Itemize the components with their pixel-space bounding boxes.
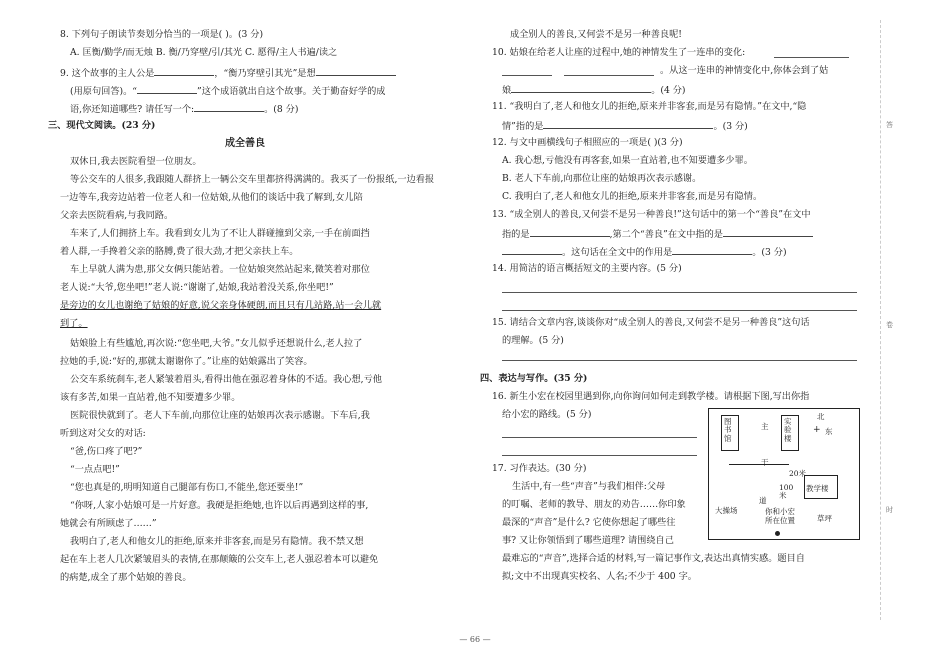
trunk-label: 干 <box>761 458 769 467</box>
top-line: 成全别人的善良,又何尝不是另一种善良呢! <box>510 29 682 40</box>
q9-blank2[interactable] <box>316 67 396 76</box>
q11-line1: 11. “我明白了,老人和他女儿的拒绝,原来并非客套,而是另有隐情。”在文中,“隐 <box>492 101 807 112</box>
story-p4a: 车上早就人满为患,那父女俩只能站着。一位姑娘突然站起来,微笑着对那位 <box>70 264 370 275</box>
q10-line3: 娘 <box>502 85 512 96</box>
q11-line2b: 。(3 分) <box>713 121 748 132</box>
story-p1: 双休日,我去医院看望一位朋友。 <box>70 156 202 167</box>
q9-blank4[interactable] <box>194 103 264 112</box>
q9-part1: 9. 这个故事的主人公是 <box>60 68 155 79</box>
q15-line2: 的理解。(5 分) <box>502 335 564 346</box>
q10-blank4[interactable] <box>511 84 651 93</box>
story-p10: “您也真是的,明明知道自己腿部有伤口,不能坐,您还要坐!” <box>70 482 304 493</box>
story-p12c: 的病楚,成全了那个姑娘的善良。 <box>60 572 192 583</box>
q13-line2a: 指的是 <box>502 229 530 240</box>
q17-heading: 17. 习作表达。(30 分) <box>492 463 587 474</box>
q9-part4: ”这个成语就出自这个故事。关于勤奋好学的成 <box>197 86 386 97</box>
story-p12b: 起在车上老人几次紧皱眉头的表情,在那颠簸的公交车上,老人强忍着本可以避免 <box>60 554 379 565</box>
q9-blank1[interactable] <box>154 67 214 76</box>
library-label: 图书馆 <box>724 417 732 443</box>
story-p2c: 父亲去医院看病,与我同路。 <box>60 210 174 221</box>
story-p3b: 着人群,一手搀着父亲的胳膊,费了很大劲,才把父亲扶上车。 <box>60 246 299 257</box>
q17-p5: 最难忘的“声音”,选择合适的材料,写一篇记事作文,表达出真情实感。题目自 <box>502 553 805 564</box>
playground-label: 大操场 <box>715 506 738 515</box>
story-p4b: 老人说:“大爷,您坐吧!”老人说:“谢谢了,姑娘,我站着没关系,你坐吧!” <box>60 282 334 293</box>
story-p8: “爸,伤口疼了吧?” <box>70 446 143 457</box>
q10-line3b: 。(4 分) <box>651 85 686 96</box>
you-label: 你和小宏所在位置 <box>765 507 795 525</box>
q17-p3: 最深的“声音”是什么? 它使你想起了哪些往 <box>502 517 676 528</box>
side-mark-3: 时 <box>886 506 893 514</box>
q14-answer-line1[interactable] <box>502 292 857 293</box>
story-p7b: 听到这对父女的对话: <box>60 428 146 439</box>
q11-line2a: 情”指的是 <box>502 121 544 132</box>
q10-blank1[interactable] <box>774 57 849 58</box>
q11-blank[interactable] <box>543 120 713 129</box>
q16-answer-line1[interactable] <box>502 437 697 438</box>
story-p5a: 姑娘脸上有些尴尬,再次说:“您坐吧,大爷。”女儿似乎还想说什么,老人拉了 <box>70 338 363 349</box>
q9-part5: 语,你还知道哪些? 请任写一个: <box>70 104 195 115</box>
q10-blank2[interactable] <box>502 75 552 76</box>
section-3-heading: 三、现代文阅读。(23 分) <box>48 120 156 131</box>
road-label: 道 <box>759 496 767 505</box>
lab-label: 实验楼 <box>784 417 792 443</box>
road-line1 <box>729 464 789 465</box>
q16-line1: 16. 新生小宏在校园里遇到你,向你询问如何走到教学楼。请根据下图,写出你指 <box>492 391 810 402</box>
q16-answer-line2[interactable] <box>502 455 697 456</box>
story-p2a: 等公交车的人很多,我跟随人群挤上一辆公交车里都挤得满满的。我买了一份报纸,一边看报 <box>70 174 435 185</box>
teaching-label: 教学楼 <box>806 484 829 493</box>
page-number: — 66 — <box>459 635 491 644</box>
story-p6a: 公交车系统刹车,老人紧皱着眉头,看得出他在强忍着身体的不适。我心想,亏他 <box>70 374 382 385</box>
position-dot <box>775 531 780 536</box>
q9-part3: (用原句回答)。“ <box>70 86 137 97</box>
side-mark-1: 答 <box>886 121 893 129</box>
q17-p4: 事? 又让你领悟到了哪些道理? 请围绕自己 <box>502 535 674 546</box>
q9-blank3[interactable] <box>137 85 197 94</box>
distance-20-label: 20米 <box>789 469 807 478</box>
story-p11b: 她就会有所顾虑了……” <box>60 518 157 529</box>
q9-part2: ，“衡乃穿壁引其光”是想 <box>214 68 316 79</box>
north-label: 北 <box>817 412 825 421</box>
q13-line3b: 。这句话在全文中的作用是 <box>562 247 673 258</box>
q8-options: A. 匡衡/勤学/而无烛 B. 衡/乃穿壁/引/其光 C. 愿得/主人书遍/读之 <box>70 47 338 58</box>
side-mark-2: 卷 <box>886 321 893 329</box>
story-title: 成全善良 <box>225 138 265 149</box>
distance-100-label: 100米 <box>779 483 794 500</box>
q13-blank1[interactable] <box>530 228 610 237</box>
q15-answer-line[interactable] <box>502 360 857 361</box>
q13-blank4[interactable] <box>672 246 752 255</box>
q10-blank3[interactable] <box>564 75 654 76</box>
story-p7a: 医院很快就到了。老人下车前,向那位让座的姑娘再次表示感谢。下车后,我 <box>70 410 370 421</box>
story-p6b: 该有多苦,如果一直站着,他不知要遭多少罪。 <box>60 392 241 403</box>
q12-text: 12. 与文中画横线句子相照应的一项是( )(3 分) <box>492 137 683 148</box>
q14-answer-line2[interactable] <box>502 310 857 311</box>
q10-line1: 10. 姑娘在给老人让座的过程中,她的神情发生了一连串的变化: <box>492 47 746 58</box>
q16-line2: 给小宏的路线。(5 分) <box>502 409 592 420</box>
story-p3a: 车来了,人们拥挤上车。我看到女儿为了不让人群碰撞到父亲,一手在前面挡 <box>70 228 370 239</box>
east-label: 东 <box>825 427 833 436</box>
story-p12a: 我明白了,老人和他女儿的拒绝,原来并非客套,而是另有隐情。我不禁又想 <box>70 536 364 547</box>
lawn-label: 草坪 <box>817 514 832 523</box>
campus-map <box>708 408 860 540</box>
binding-line <box>880 20 882 620</box>
q13-blank3[interactable] <box>502 246 562 255</box>
q10-line2: 。从这一连串的神情变化中,你体会到了姑 <box>660 65 829 76</box>
story-p2b: 一边等车,我旁边站着一位老人和一位姑娘,从他们的谈话中我了解到,女儿陪 <box>60 192 363 203</box>
q13-line3c: 。(3 分) <box>752 247 787 258</box>
story-p4d-underlined: 到了。 <box>60 318 88 329</box>
q12-option-b: B. 老人下车前,向那位让座的姑娘再次表示感谢。 <box>502 173 702 184</box>
q17-p2: 的叮嘱、老师的教导、朋友的劝告……你印象 <box>502 499 686 510</box>
q12-option-c: C. 我明白了,老人和他女儿的拒绝,原来并非客套,而是另有隐情。 <box>502 191 763 202</box>
q13-line2b: ,第二个“善良”在文中指的是 <box>609 229 723 240</box>
story-p4c-underlined: 是旁边的女儿也谢绝了姑娘的好意,说父亲身体硬朗,而且只有几站路,站一会儿就 <box>60 300 382 311</box>
q17-p1: 生活中,有一些“声音”与我们相伴:父母 <box>512 481 666 492</box>
compass-cross: + <box>813 425 821 435</box>
story-p11a: “你呀,人家小姑娘可是一片好意。我硬是拒绝她,也许以后再遇到这样的事, <box>70 500 369 511</box>
q12-option-a: A. 我心想,亏他没有再客套,如果一直站着,也不知要遭多少罪。 <box>502 155 753 166</box>
story-p5b: 拉她的手,说:“好的,那就太谢谢你了。”让座的姑娘露出了笑容。 <box>60 356 313 367</box>
q13-blank2[interactable] <box>723 228 813 237</box>
q8-text: 8. 下列句子朗读节奏划分恰当的一项是( )。(3 分) <box>60 29 264 40</box>
q17-p6: 拟;文中不出现真实校名、人名;不少于 400 字。 <box>502 571 697 582</box>
story-p9: “一点点吧!” <box>70 464 120 475</box>
q13-line1: 13. “成全别人的善良,又何尝不是另一种善良!”这句话中的第一个“善良”在文中 <box>492 209 811 220</box>
q14-text: 14. 用简洁的语言概括短文的主要内容。(5 分) <box>492 263 682 274</box>
main-road-label: 主 <box>761 422 769 431</box>
q15-line1: 15. 请结合文章内容,谈谈你对“成全别人的善良,又何尝不是另一种善良”这句话 <box>492 317 810 328</box>
q9-part6: 。(8 分) <box>264 104 299 115</box>
section-4-heading: 四、表达与写作。(35 分) <box>480 373 588 384</box>
